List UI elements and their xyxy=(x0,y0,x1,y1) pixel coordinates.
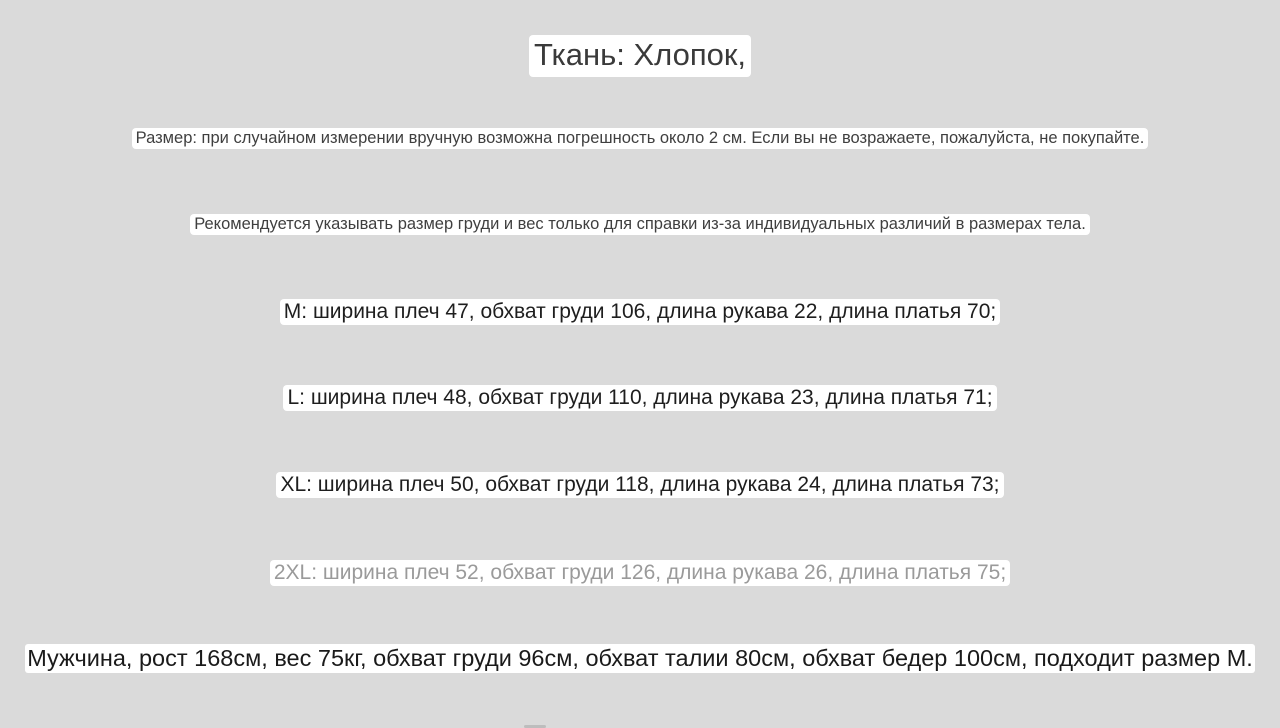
size-row-m-text: M: ширина плеч 47, обхват груди 106, длина рукава 22, длина платья 70; xyxy=(280,299,1000,325)
fabric-title-text: Ткань: Хлопок, xyxy=(529,35,751,77)
model-info xyxy=(0,644,1280,673)
size-row-xl xyxy=(0,472,1280,498)
size-row-m xyxy=(0,299,1280,325)
model-info-text: Мужчина, рост 168см, вес 75кг, обхват груди 96см, обхват талии 80см, обхват бедер 100см, подходит размер M. xyxy=(25,644,1255,673)
reference-note xyxy=(0,214,1280,235)
size-row-xl-text: XL: ширина плеч 50, обхват груди 118, длина рукава 24, длина платья 73; xyxy=(276,472,1003,498)
measurement-disclaimer-text: Размер: при случайном измерении вручную возможна погрешность около 2 см. Если вы не возражаете, пожалуйста, не покупайте. xyxy=(132,128,1149,149)
cut-off-text-fragment xyxy=(524,722,614,728)
reference-note-text: Рекомендуется указывать размер груди и вес только для справки из-за индивидуальных различий в размерах тела. xyxy=(190,214,1090,235)
measurement-disclaimer xyxy=(0,128,1280,149)
size-row-l-text: L: ширина плеч 48, обхват груди 110, длина рукава 23, длина платья 71; xyxy=(283,385,996,411)
fabric-title xyxy=(0,35,1280,77)
size-row-l xyxy=(0,385,1280,411)
size-row-2xl xyxy=(0,560,1280,586)
size-row-2xl-text: 2XL: ширина плеч 52, обхват груди 126, длина рукава 26, длина платья 75; xyxy=(270,560,1010,586)
